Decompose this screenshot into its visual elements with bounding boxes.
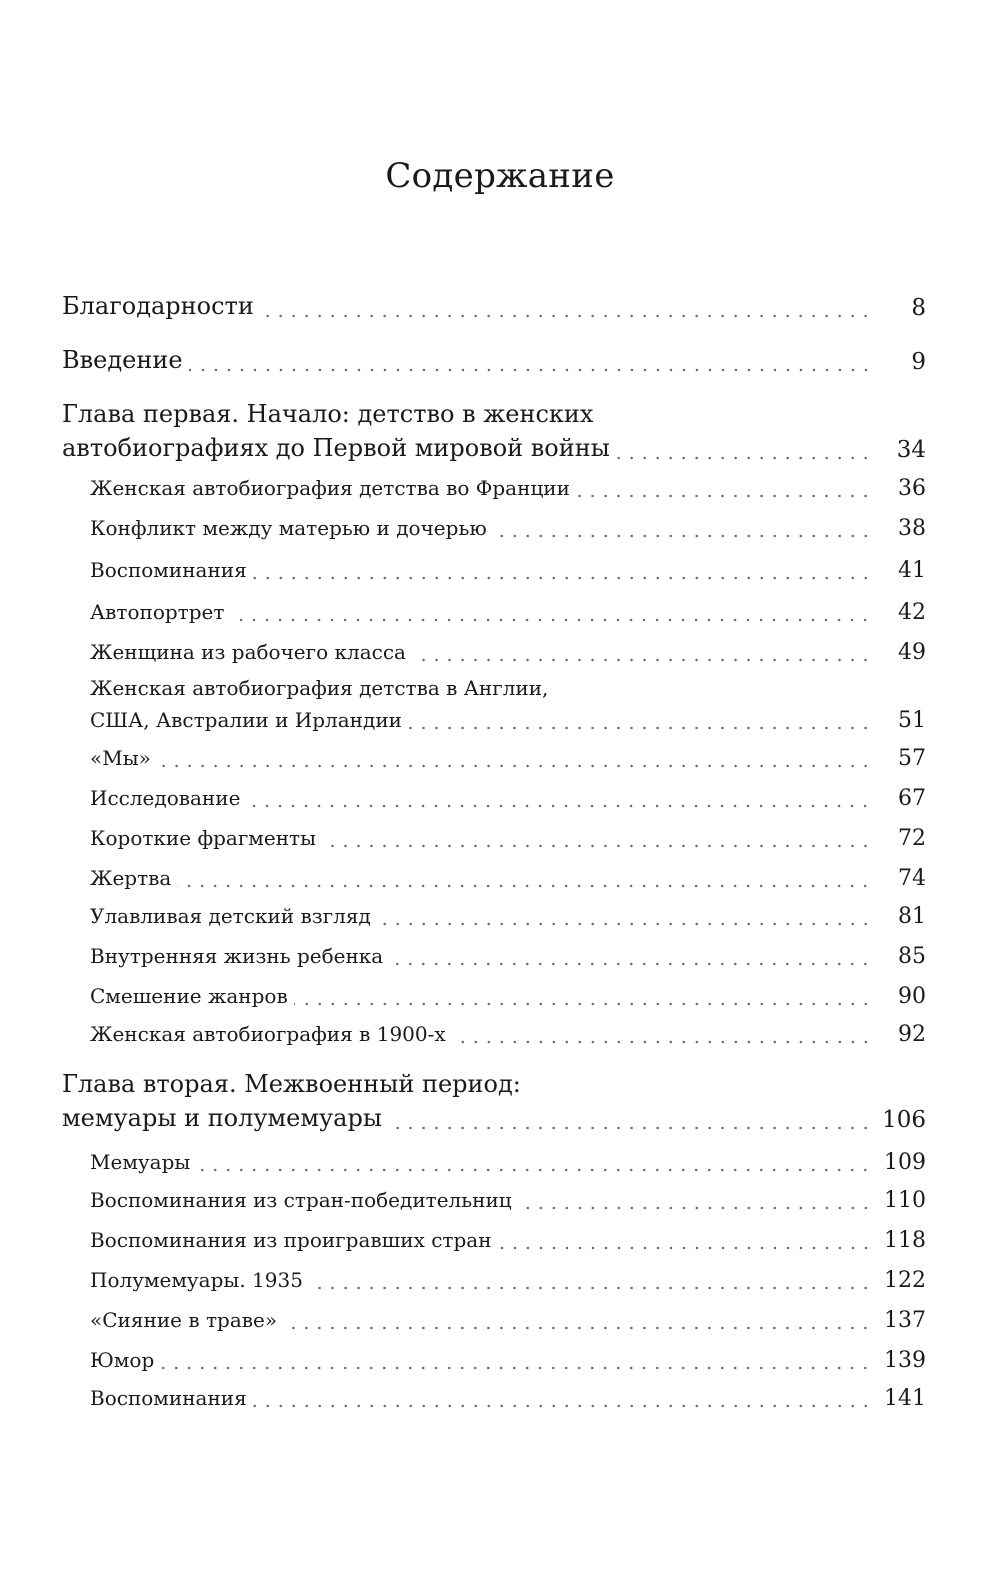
toc-page-number: 72: [898, 826, 926, 851]
dot-leader: [309, 1286, 872, 1290]
dot-leader: [498, 1246, 872, 1250]
toc-entry-title: Полумемуары. 1935: [90, 1268, 303, 1292]
toc-entry[interactable]: [90, 1146, 926, 1179]
dot-leader: [452, 1040, 872, 1044]
toc-entry[interactable]: [90, 742, 926, 775]
dot-leader: [253, 576, 872, 580]
dot-leader: [388, 1126, 872, 1130]
toc-entry[interactable]: [90, 512, 926, 545]
toc-entry[interactable]: [90, 862, 926, 895]
toc-entry-title: Женская автобиография в 1900-х: [90, 1022, 446, 1046]
dot-leader: [246, 804, 872, 808]
toc-page-number: 85: [898, 944, 926, 969]
dot-leader: [230, 618, 872, 622]
toc-entry-title: «Сияние в траве»: [90, 1308, 278, 1332]
dot-leader: [389, 962, 872, 966]
toc-page-number: 90: [898, 984, 926, 1009]
toc-entry[interactable]: [90, 940, 926, 973]
toc-page-number: 141: [884, 1386, 926, 1411]
toc-page-number: 57: [898, 746, 926, 771]
toc-entry[interactable]: [62, 288, 926, 325]
toc-entry[interactable]: [90, 1018, 926, 1051]
toc-entry-title: Воспоминания из проигравших стран: [90, 1228, 492, 1252]
toc-entry-title: «Мы»: [90, 746, 151, 770]
toc-entry-title: Исследование: [90, 786, 241, 810]
toc-entry-line: [62, 396, 878, 433]
toc-entry-title: Улавливая детский взгляд: [90, 904, 371, 928]
toc-entry[interactable]: [62, 430, 926, 467]
toc-entry[interactable]: [90, 1382, 926, 1415]
toc-entry[interactable]: [62, 342, 926, 379]
toc-page-number: 38: [898, 516, 926, 541]
toc-entry-title: Внутренняя жизнь ребенка: [90, 944, 384, 968]
toc-page-number: 109: [884, 1150, 926, 1175]
toc-page-number: 36: [898, 476, 926, 501]
dot-leader: [260, 314, 872, 318]
dot-leader: [576, 494, 872, 498]
toc-page-number: 81: [898, 904, 926, 929]
toc-entry[interactable]: [90, 1304, 926, 1337]
toc-entry-title: Благодарности: [62, 292, 254, 320]
toc-entry-line: [90, 672, 878, 705]
dot-leader: [322, 844, 872, 848]
toc-page-number: 9: [911, 349, 926, 375]
toc-entry[interactable]: [90, 1184, 926, 1217]
toc-entry-title: Глава вторая. Межвоенный период:: [62, 1070, 521, 1098]
dot-leader: [196, 1168, 872, 1172]
dot-leader: [412, 658, 872, 662]
toc-entry-line: [62, 1066, 878, 1103]
toc-entry-title: Женская автобиография детства в Англии,: [90, 676, 549, 700]
toc-entry[interactable]: [90, 782, 926, 815]
dot-leader: [294, 1002, 872, 1006]
toc-entry-title: Конфликт между матерью и дочерью: [90, 516, 487, 540]
dot-leader: [157, 764, 872, 768]
toc-entry[interactable]: [90, 900, 926, 933]
toc-entry-title: Воспоминания из стран-победительниц: [90, 1188, 512, 1212]
toc-page-number: 67: [898, 786, 926, 811]
toc-page-number: 42: [898, 600, 926, 625]
toc-entry-title: США, Австралии и Ирландии: [90, 708, 402, 732]
dot-leader: [518, 1206, 872, 1210]
toc-page-number: 49: [898, 640, 926, 665]
toc-entry[interactable]: [90, 1224, 926, 1257]
toc-page-number: 137: [884, 1308, 926, 1333]
toc-entry[interactable]: [90, 636, 926, 669]
toc-entry-title: Смешение жанров: [90, 984, 288, 1008]
toc-page-number: 74: [898, 866, 926, 891]
toc-page-number: 34: [896, 437, 926, 463]
toc-entry[interactable]: [90, 554, 926, 587]
toc-entry-title: Жертва: [90, 866, 172, 890]
toc-page-number: 92: [898, 1022, 926, 1047]
dot-leader: [377, 922, 872, 926]
toc-entry[interactable]: [90, 1264, 926, 1297]
toc-page-number: 8: [911, 295, 926, 321]
toc-entry-title: Женская автобиография детства во Франции: [90, 476, 570, 500]
toc-entry-title: Воспоминания: [90, 1386, 247, 1410]
dot-leader: [177, 884, 872, 888]
toc-entry[interactable]: [90, 980, 926, 1013]
dot-leader: [493, 534, 872, 538]
toc-entry-title: Глава первая. Начало: детство в женских: [62, 400, 594, 428]
toc-entry[interactable]: [62, 1100, 926, 1137]
toc-entry-title: автобиографиях до Первой мировой войны: [62, 434, 610, 462]
toc-entry[interactable]: [90, 822, 926, 855]
toc-entry[interactable]: [90, 704, 926, 737]
toc-entry-title: Мемуары: [90, 1150, 191, 1174]
toc-entry-title: Женщина из рабочего класса: [90, 640, 406, 664]
toc-page-number: 51: [898, 708, 926, 733]
dot-leader: [253, 1404, 872, 1408]
dot-leader: [283, 1326, 872, 1330]
toc-page-number: 122: [884, 1268, 926, 1293]
toc-entry-title: Введение: [62, 346, 183, 374]
toc-entry[interactable]: [90, 596, 926, 629]
toc-entry-title: Юмор: [90, 1348, 155, 1372]
toc-entry[interactable]: [90, 1344, 926, 1377]
dot-leader: [408, 726, 872, 730]
toc-entry-title: Воспоминания: [90, 558, 247, 582]
dot-leader: [189, 368, 872, 372]
toc-entry-title: мемуары и полумемуары: [62, 1104, 382, 1132]
dot-leader: [160, 1366, 872, 1370]
page-title: Содержание: [385, 156, 615, 196]
toc-entry-title: Автопортрет: [90, 600, 225, 624]
toc-entry-title: Короткие фрагменты: [90, 826, 317, 850]
toc-page-number: 118: [884, 1228, 926, 1253]
dot-leader: [616, 456, 872, 460]
toc-page-number: 110: [884, 1188, 926, 1213]
toc-page-number: 139: [884, 1348, 926, 1373]
toc-page-number: 41: [898, 558, 926, 583]
toc-page-number: 106: [882, 1107, 926, 1133]
toc-entry[interactable]: [90, 472, 926, 505]
